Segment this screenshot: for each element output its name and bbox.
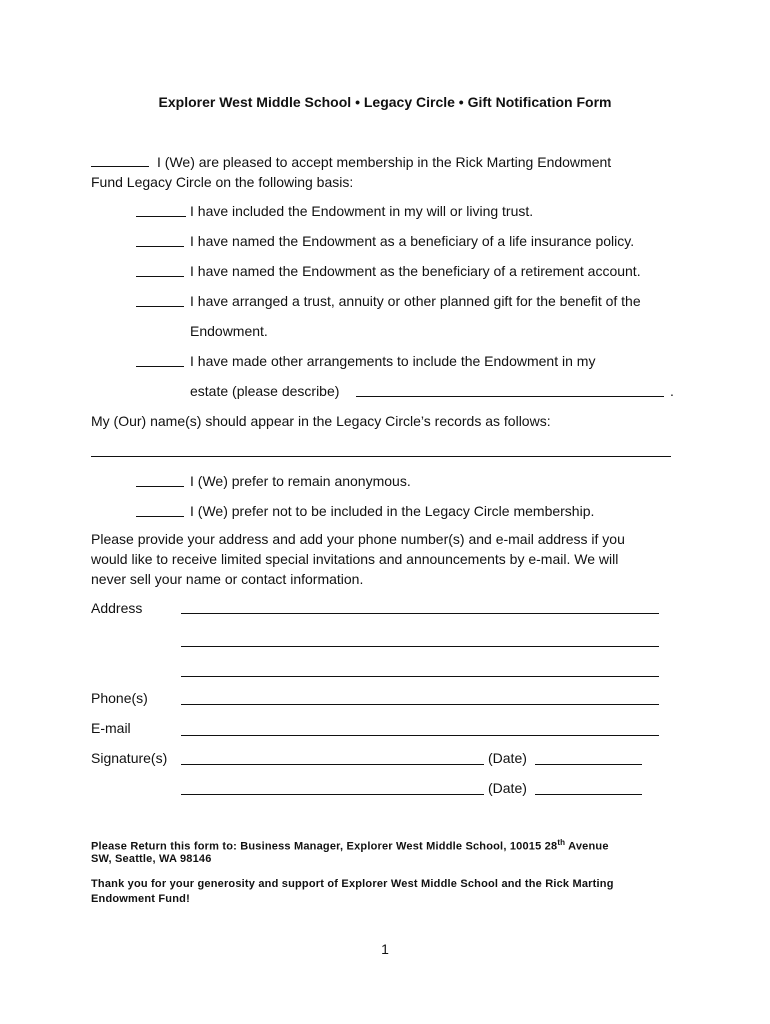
address-field-1[interactable] [181,613,659,614]
date-label-2: (Date) [488,780,527,796]
intro-line-2: Fund Legacy Circle on the following basis: [91,174,354,190]
phone-label: Phone(s) [91,690,148,706]
signature-label: Signature(s) [91,750,168,766]
option-will-blank[interactable] [136,216,186,217]
option-other-blank[interactable] [136,366,184,367]
signature-field-1[interactable] [181,764,484,765]
contact-para-1: Please provide your address and add your phone number(s) and e-mail address if you [91,531,625,547]
form-title: Explorer West Middle School • Legacy Circle • Gift Notification Form [158,94,612,110]
option-trust-text-cont: Endowment. [190,323,268,339]
return-info-line-1 [91,838,609,853]
option-trust-blank[interactable] [136,306,184,307]
address-field-3[interactable] [181,676,659,677]
return-info-prefix: Please Return this form to: Business Manager, Explorer West Middle School, 10015 28 [91,840,558,853]
date-field-2[interactable] [535,794,642,795]
option-other-describe-label: estate (please describe) [190,383,340,399]
return-info-sup: th [557,838,566,847]
anonymous-blank[interactable] [136,486,184,487]
anonymous-text: I (We) prefer to remain anonymous. [190,473,411,489]
contact-para-3: never sell your name or contact information. [91,571,364,587]
thanks-line-2: Endowment Fund! [91,893,190,905]
not-included-text: I (We) prefer not to be included in the Legacy Circle membership. [190,503,595,519]
address-field-2[interactable] [181,646,659,647]
records-name-field[interactable] [91,456,671,457]
page-number: 1 [381,941,389,957]
membership-blank[interactable] [91,166,149,167]
contact-para-2: would like to receive limited special invitations and announcements by e-mail. We will [91,551,619,567]
not-included-blank[interactable] [136,516,184,517]
option-trust-text: I have arranged a trust, annuity or other planned gift for the benefit of the [190,293,641,309]
email-label: E-mail [91,720,131,736]
date-field-1[interactable] [535,764,642,765]
email-field[interactable] [181,735,659,736]
option-will-text: I have included the Endowment in my will or living trust. [190,203,534,219]
thanks-line-1: Thank you for your generosity and support of Explorer West Middle School and the Rick Marting [91,878,614,890]
period: . [670,383,674,399]
return-info-line-2: SW, Seattle, WA 98146 [91,853,212,865]
address-label: Address [91,600,143,616]
phone-field[interactable] [181,704,659,705]
records-prompt: My (Our) name(s) should appear in the Legacy Circle’s records as follows: [91,413,551,429]
other-description-field[interactable] [356,396,664,397]
return-info-suffix: Avenue [565,840,609,853]
option-other-text: I have made other arrangements to include the Endowment in my [190,353,596,369]
option-insurance-blank[interactable] [136,246,184,247]
intro-line-1: I (We) are pleased to accept membership in the Rick Marting Endowment [157,154,612,170]
date-label-1: (Date) [488,750,527,766]
option-insurance-text: I have named the Endowment as a beneficiary of a life insurance policy. [190,233,635,249]
option-retirement-text: I have named the Endowment as the beneficiary of a retirement account. [190,263,641,279]
option-retirement-blank[interactable] [136,276,184,277]
signature-field-2[interactable] [181,794,484,795]
